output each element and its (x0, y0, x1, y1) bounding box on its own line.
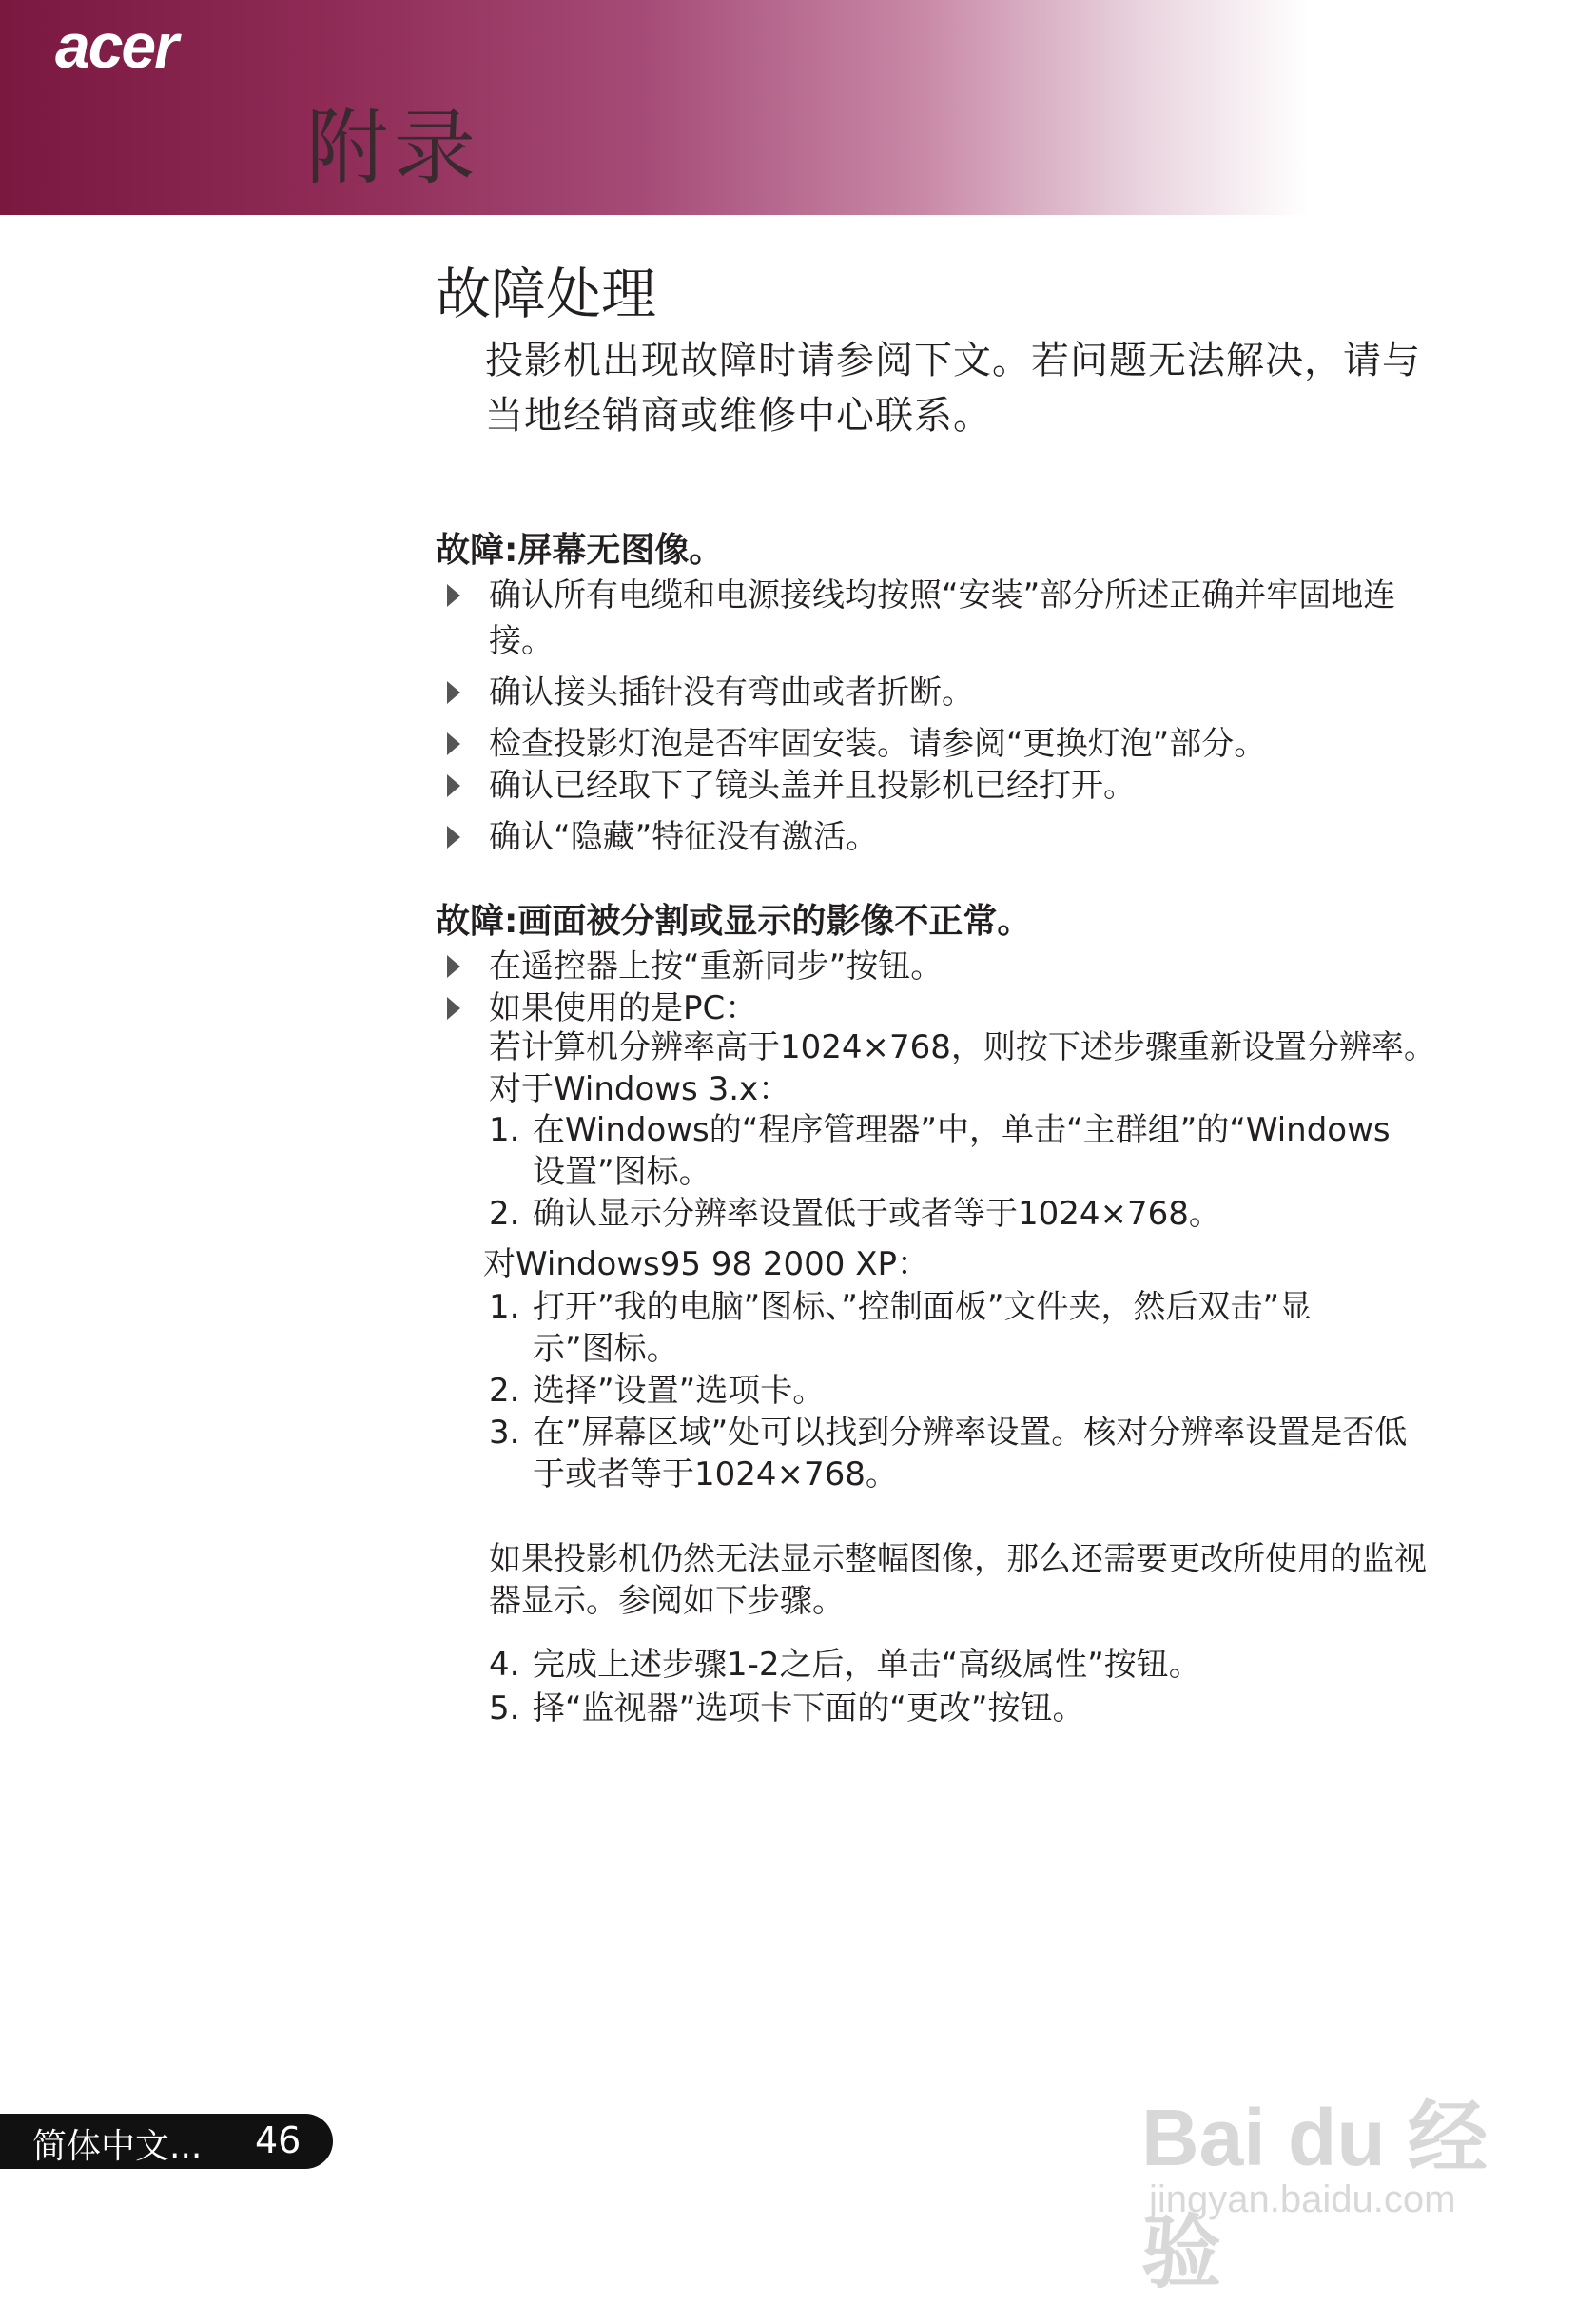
bullet-text: 确认“隐藏”特征没有激活。 (489, 818, 879, 856)
monitor-note-line-2: 器显示。参阅如下步骤。 (489, 1582, 845, 1620)
bullet-arrow-icon (447, 955, 460, 978)
windows-3x-heading: 对于Windows 3.x： (489, 1070, 791, 1108)
bullet-arrow-icon (447, 826, 460, 849)
bullet-arrow-icon (447, 584, 460, 607)
intro-line-2: 当地经销商或维修中心联系。 (485, 394, 992, 438)
bullet-arrow-icon (447, 732, 460, 755)
bullet-text: 检查投影灯泡是否牢固安装。请参阅“更换灯泡”部分。 (489, 725, 1267, 763)
chapter-title: 附录 (306, 101, 481, 196)
language-label: 简体中文... (32, 2127, 203, 2166)
section-title: 故障处理 (436, 262, 657, 326)
monitor-note-line-1: 如果投影机仍然无法显示整幅图像，那么还需要更改所使用的监视 (489, 1540, 1427, 1578)
watermark-brand: Bai du 经验 (1141, 2093, 1489, 2297)
problem-2-title: 故障:画面被分割或显示的影像不正常。 (436, 902, 1032, 941)
bullet-arrow-icon (447, 997, 460, 1020)
bullet-text: 确认接头插针没有弯曲或者折断。 (489, 674, 974, 712)
bullet-arrow-icon (447, 774, 460, 797)
page-number: 46 (255, 2119, 302, 2161)
problem-1-title: 故障:屏幕无图像。 (436, 531, 724, 570)
windows-95-heading: 对Windows95 98 2000 XP： (483, 1245, 930, 1283)
resolution-note: 若计算机分辨率高于1024×768，则按下述步骤重新设置分辨率。 (489, 1028, 1436, 1066)
page-footer-badge (0, 2114, 333, 2169)
watermark-url: jingyan.baidu.com (1149, 2178, 1456, 2220)
intro-line-1: 投影机出现故障时请参阅下文。若问题无法解决，请与 (485, 339, 1421, 382)
bullet-arrow-icon (447, 681, 460, 704)
acer-logo: acer (55, 10, 177, 81)
bullet-text: 如果使用的是PC： (489, 989, 758, 1027)
chapter-header-banner (0, 0, 1596, 215)
section-intro (485, 333, 1503, 443)
bullet-text: 确认已经取下了镜头盖并且投影机已经打开。 (489, 767, 1136, 805)
bullet-text: 确认所有电缆和电源接线均按照“安装”部分所述正确并牢固地连 接。 (489, 576, 1396, 660)
bullet-text: 在遥控器上按“重新同步”按钮。 (489, 947, 944, 986)
baidu-watermark (1141, 2036, 1541, 2297)
